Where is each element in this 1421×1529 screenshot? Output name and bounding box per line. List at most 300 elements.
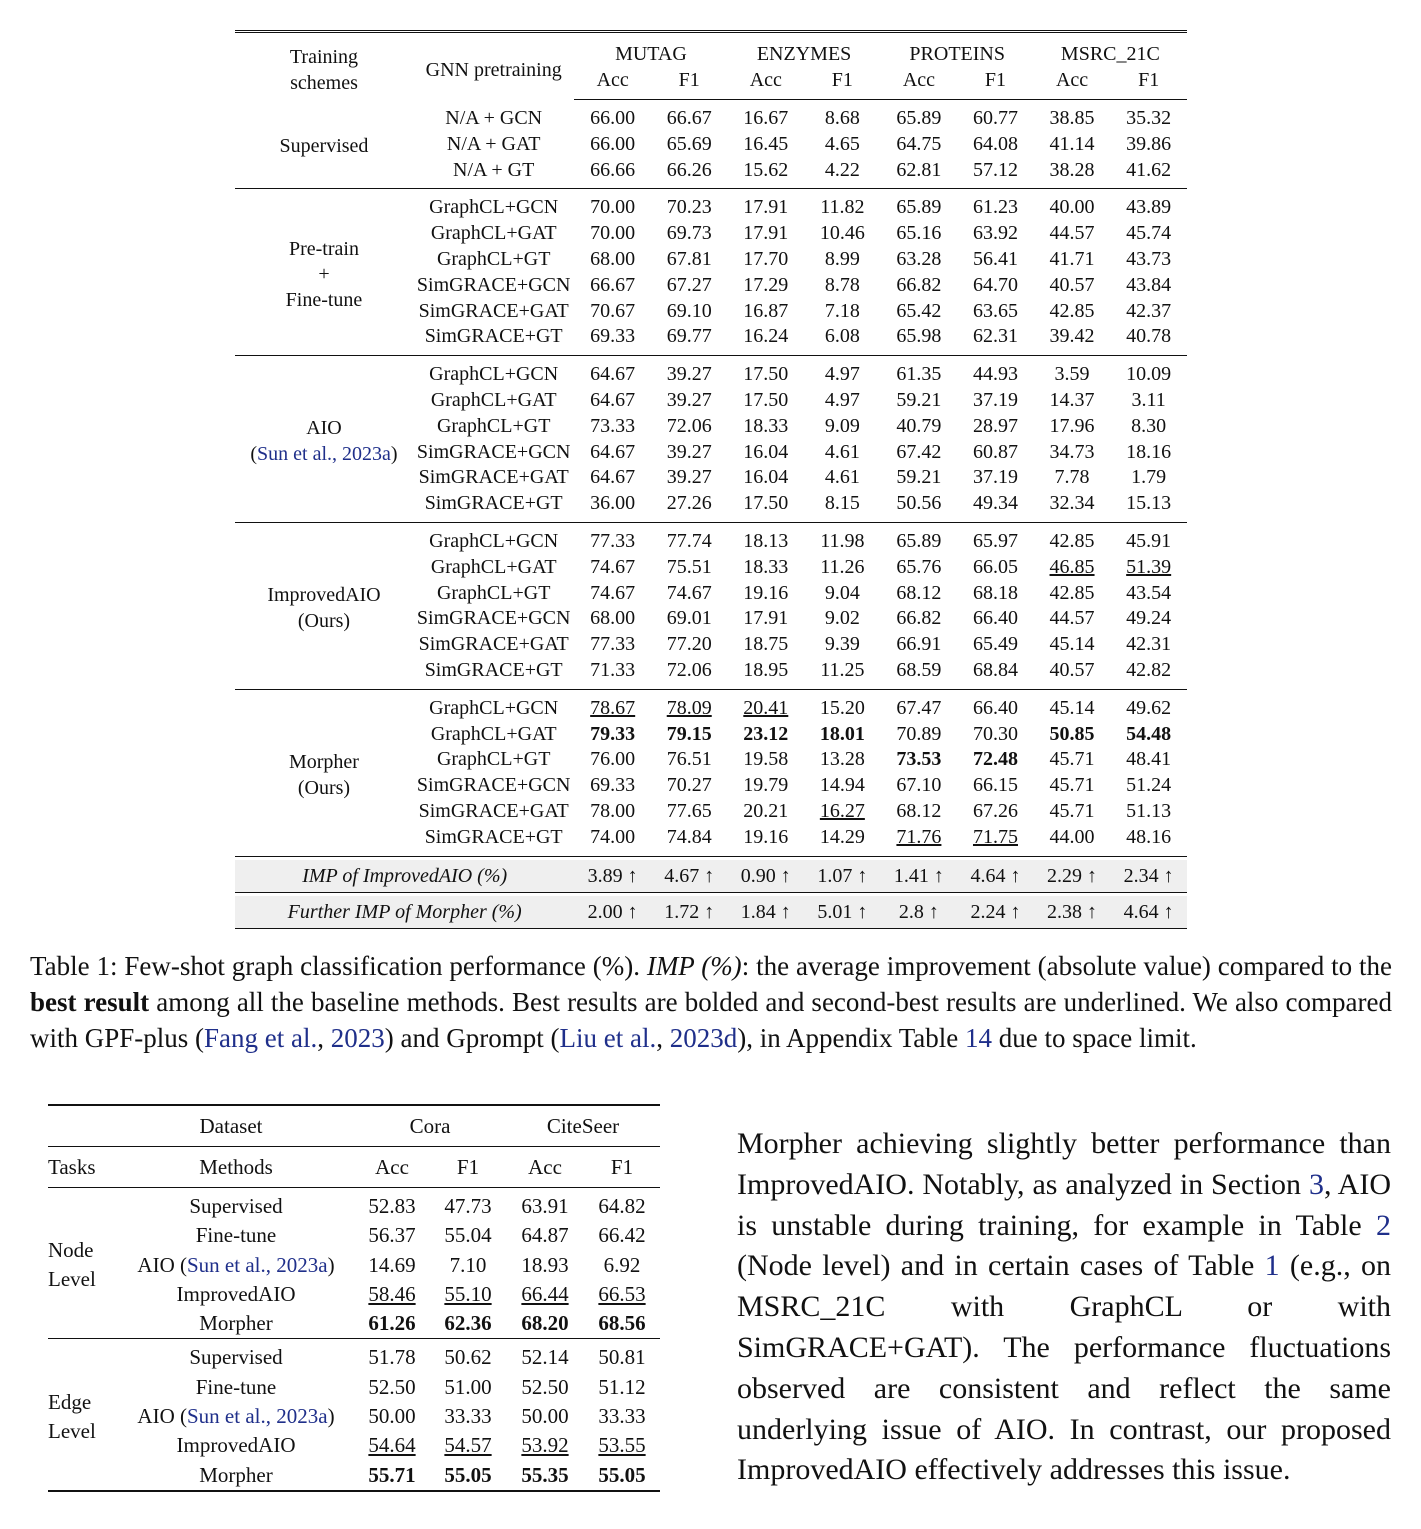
metric-cell xyxy=(1034,299,1111,325)
citation-link-sun[interactable]: Sun et al., 2023a xyxy=(257,443,391,466)
metric-cell xyxy=(651,440,728,466)
metric-cell xyxy=(728,491,805,522)
metric-cell xyxy=(957,100,1034,132)
paragraph-text: (e.g., on MSRC_21C with GraphCL or with SimGRACE+GAT). The performance fluctuations observed are consistent and reflect the same underlying issue of AIO. In contrast, our proposed ImprovedAIO effectively addresses this issue. xyxy=(737,1249,1391,1487)
header-training-schemes: Training schemes xyxy=(289,46,359,95)
metric-cell xyxy=(651,100,728,132)
metric-value: 43.54 xyxy=(1126,581,1172,604)
metric-cell xyxy=(881,825,958,856)
metric-cell xyxy=(804,299,881,325)
metric-value: 23.12 xyxy=(743,722,789,745)
metric-cell xyxy=(574,440,651,466)
caption-text: ), in Appendix Table xyxy=(737,1023,966,1053)
metric-value: 66.00 xyxy=(590,107,636,129)
method-name: GraphCL+GT xyxy=(436,414,551,437)
metric-cell xyxy=(584,1461,660,1491)
metric-cell xyxy=(354,1461,430,1491)
metric-cell xyxy=(1034,100,1111,132)
metric-cell xyxy=(957,189,1034,221)
metric-value: 20.21 xyxy=(743,799,789,822)
metric-value: 43.84 xyxy=(1126,273,1172,296)
metric-value: 51.00 xyxy=(444,1374,492,1399)
method-name: ImprovedAIO xyxy=(176,1433,296,1458)
metric-value: 55.71 xyxy=(368,1462,416,1487)
method-name: Supervised xyxy=(189,1345,283,1370)
metric-value: 50.00 xyxy=(521,1404,569,1429)
metric-value: 56.41 xyxy=(972,247,1018,270)
metric-value: 68.12 xyxy=(896,581,942,604)
caption-text: due to space limit. xyxy=(992,1023,1197,1053)
metric-cell xyxy=(728,247,805,273)
metric-value: 65.89 xyxy=(896,107,942,129)
scheme-line: Pre-train xyxy=(288,237,359,260)
caption-imp-term: IMP (%) xyxy=(646,951,742,981)
metric-value: 17.50 xyxy=(743,492,789,515)
metric-cell xyxy=(430,1280,506,1309)
metric-cell xyxy=(881,158,958,189)
table-row xyxy=(235,189,1187,221)
metric-value: 28.97 xyxy=(972,414,1018,437)
metric-value: 62.36 xyxy=(444,1311,492,1336)
method-name: Fine-tune xyxy=(195,1223,277,1248)
metric-cell xyxy=(651,747,728,773)
task-line: Level xyxy=(48,1267,96,1292)
metric-cell xyxy=(584,1373,660,1402)
metric-value: 37.19 xyxy=(972,388,1018,411)
metric-value: 17.96 xyxy=(1049,414,1095,437)
metric-value: 51.24 xyxy=(1126,774,1172,797)
metric-cell xyxy=(881,465,958,491)
metric-cell xyxy=(574,658,651,689)
table1-group xyxy=(235,689,1187,856)
metric-cell xyxy=(881,581,958,607)
metric-cell xyxy=(1034,773,1111,799)
header-metric: Acc xyxy=(881,67,958,100)
metric-value: 45.14 xyxy=(1049,696,1095,719)
metric-cell xyxy=(881,132,958,158)
results-table-node-edge xyxy=(48,1104,660,1492)
table-ref-link-1[interactable]: 1 xyxy=(1264,1249,1280,1283)
metric-cell xyxy=(574,465,651,491)
metric-value: 68.18 xyxy=(972,581,1018,604)
metric-cell xyxy=(574,299,651,325)
metric-cell xyxy=(1034,388,1111,414)
imp-value: 2.34 ↑ xyxy=(1110,860,1187,893)
metric-value: 66.40 xyxy=(972,607,1018,630)
method-name: SimGRACE+GCN xyxy=(416,440,571,463)
metric-cell xyxy=(728,132,805,158)
metric-value: 38.28 xyxy=(1049,158,1095,181)
metric-cell xyxy=(1110,491,1187,522)
header-metric: Acc xyxy=(574,67,651,100)
metric-value: 45.71 xyxy=(1049,748,1095,771)
table-row xyxy=(48,1402,660,1431)
task-line: Node xyxy=(48,1238,94,1263)
metric-cell xyxy=(506,1221,584,1250)
citation-link-sun[interactable]: Sun et al., 2023a xyxy=(187,1252,328,1277)
metric-value: 1.79 xyxy=(1131,466,1167,489)
metric-value: 56.37 xyxy=(368,1223,416,1248)
metric-value: 77.33 xyxy=(590,529,636,552)
metric-value: 17.29 xyxy=(743,273,789,296)
caption-best-result: best result xyxy=(30,987,150,1017)
metric-cell xyxy=(1110,606,1187,632)
metric-value: 52.14 xyxy=(521,1345,569,1370)
metric-cell xyxy=(957,606,1034,632)
metric-value: 76.51 xyxy=(666,748,712,771)
metric-cell xyxy=(804,100,881,132)
metric-value: 66.42 xyxy=(598,1223,646,1248)
scheme-line: (Ours) xyxy=(297,776,351,799)
method-name: ImprovedAIO xyxy=(176,1281,296,1306)
metric-cell xyxy=(584,1280,660,1309)
metric-value: 47.73 xyxy=(444,1194,492,1218)
metric-cell xyxy=(430,1402,506,1431)
metric-cell xyxy=(957,491,1034,522)
metric-cell xyxy=(574,773,651,799)
metric-cell xyxy=(354,1309,430,1339)
metric-value: 45.71 xyxy=(1049,774,1095,797)
metric-value: 50.56 xyxy=(896,492,942,515)
citation-link-liu[interactable]: Liu et al., 2023d xyxy=(559,1023,738,1053)
metric-cell xyxy=(651,658,728,689)
training-scheme-label xyxy=(235,689,413,856)
header-metric: F1 xyxy=(1110,67,1187,100)
metric-value: 66.40 xyxy=(972,696,1018,719)
metric-value: 64.67 xyxy=(590,363,636,386)
method-name: GraphCL+GAT xyxy=(430,555,557,578)
metric-cell xyxy=(728,388,805,414)
metric-cell xyxy=(574,799,651,825)
metric-cell xyxy=(728,465,805,491)
metric-value: 9.02 xyxy=(824,607,860,630)
metric-value: 55.05 xyxy=(444,1462,492,1487)
metric-value: 52.50 xyxy=(521,1374,569,1399)
table-ref-link-2[interactable]: 2 xyxy=(1376,1208,1391,1242)
metric-cell xyxy=(881,100,958,132)
metric-cell xyxy=(728,799,805,825)
metric-value: 42.85 xyxy=(1049,299,1095,322)
metric-value: 66.67 xyxy=(666,107,712,129)
metric-value: 17.50 xyxy=(743,363,789,386)
table-row xyxy=(235,356,1187,388)
metric-cell xyxy=(728,356,805,388)
metric-value: 72.06 xyxy=(666,414,712,437)
metric-value: 66.67 xyxy=(590,273,636,296)
metric-cell xyxy=(584,1251,660,1280)
metric-value: 45.74 xyxy=(1126,222,1172,245)
metric-cell xyxy=(506,1373,584,1402)
metric-value: 60.77 xyxy=(972,107,1018,129)
metric-cell xyxy=(728,158,805,189)
metric-cell xyxy=(651,465,728,491)
metric-value: 42.85 xyxy=(1049,529,1095,552)
imp-value: 2.00 ↑ xyxy=(574,896,651,929)
metric-cell xyxy=(804,799,881,825)
metric-cell xyxy=(1034,158,1111,189)
metric-value: 69.10 xyxy=(666,299,712,322)
metric-cell xyxy=(651,581,728,607)
table1-header xyxy=(235,32,1187,100)
metric-cell xyxy=(574,606,651,632)
metric-value: 40.00 xyxy=(1049,196,1095,219)
metric-value: 68.20 xyxy=(521,1311,569,1336)
metric-cell xyxy=(804,273,881,299)
metric-cell xyxy=(651,158,728,189)
metric-value: 6.92 xyxy=(603,1252,641,1277)
method-name: Morpher xyxy=(199,1462,273,1487)
metric-cell xyxy=(506,1251,584,1280)
metric-cell xyxy=(881,722,958,748)
task-label xyxy=(48,1188,118,1339)
metric-cell xyxy=(651,299,728,325)
metric-value: 63.28 xyxy=(896,247,942,270)
metric-value: 18.33 xyxy=(743,414,789,437)
metric-cell xyxy=(1110,522,1187,554)
imp-value: 4.67 ↑ xyxy=(651,860,728,893)
task-line: Level xyxy=(48,1418,96,1443)
metric-cell xyxy=(881,689,958,721)
imp-value: 3.89 ↑ xyxy=(574,860,651,893)
metric-value: 42.82 xyxy=(1126,658,1172,681)
metric-value: 74.67 xyxy=(590,581,636,604)
metric-cell xyxy=(728,581,805,607)
metric-value: 68.00 xyxy=(590,607,636,630)
table-row xyxy=(48,1339,660,1373)
metric-value: 69.33 xyxy=(590,774,636,797)
paragraph-text: (Node level) and in certain cases of Table xyxy=(737,1249,1265,1283)
metric-cell xyxy=(574,555,651,581)
metric-cell xyxy=(1110,221,1187,247)
metric-cell xyxy=(957,356,1034,388)
metric-cell xyxy=(430,1309,506,1339)
metric-value: 7.18 xyxy=(824,299,860,322)
metric-value: 4.97 xyxy=(824,363,860,386)
metric-value: 71.75 xyxy=(972,825,1018,848)
metric-value: 14.69 xyxy=(368,1252,416,1277)
metric-value: 17.91 xyxy=(743,222,789,245)
metric-value: 43.89 xyxy=(1126,196,1172,219)
metric-cell xyxy=(574,273,651,299)
metric-value: 70.30 xyxy=(972,722,1018,745)
metric-cell xyxy=(1110,722,1187,748)
header-methods: Methods xyxy=(118,1147,354,1188)
metric-cell xyxy=(1034,799,1111,825)
metric-value: 65.42 xyxy=(896,299,942,322)
metric-cell xyxy=(957,689,1034,721)
metric-cell xyxy=(574,247,651,273)
metric-cell xyxy=(1034,555,1111,581)
imp-row xyxy=(235,896,1187,929)
metric-cell xyxy=(506,1339,584,1373)
metric-cell xyxy=(957,324,1034,355)
table-row xyxy=(48,1251,660,1280)
metric-value: 72.06 xyxy=(666,658,712,681)
imp-value: 4.64 ↑ xyxy=(1110,896,1187,929)
metric-value: 40.78 xyxy=(1126,325,1172,348)
metric-cell xyxy=(584,1309,660,1339)
metric-cell xyxy=(881,299,958,325)
metric-value: 66.05 xyxy=(972,555,1018,578)
citation-link-sun[interactable]: Sun et al., 2023a xyxy=(187,1404,328,1429)
metric-value: 50.81 xyxy=(598,1345,646,1370)
metric-value: 64.67 xyxy=(590,388,636,411)
header-dataset-mutag: MUTAG xyxy=(615,43,687,65)
metric-value: 55.10 xyxy=(444,1281,492,1306)
metric-cell xyxy=(957,522,1034,554)
header-dataset-proteins: PROTEINS xyxy=(909,43,1005,65)
metric-cell xyxy=(574,414,651,440)
metric-cell xyxy=(574,100,651,132)
metric-value: 42.31 xyxy=(1126,633,1172,656)
metric-cell xyxy=(728,689,805,721)
metric-cell xyxy=(1110,132,1187,158)
metric-value: 63.91 xyxy=(521,1194,569,1218)
metric-value: 43.73 xyxy=(1126,247,1172,270)
metric-cell xyxy=(1110,388,1187,414)
imp-value: 2.29 ↑ xyxy=(1034,860,1111,893)
metric-value: 66.91 xyxy=(896,633,942,656)
method-name: GraphCL+GCN xyxy=(429,196,559,219)
metric-cell xyxy=(1034,324,1111,355)
method-name: GraphCL+GAT xyxy=(430,722,557,745)
scheme-line: AIO xyxy=(306,417,342,440)
method-name: GraphCL+GCN xyxy=(429,363,559,386)
imp-value: 1.41 ↑ xyxy=(881,860,958,893)
metric-cell xyxy=(804,658,881,689)
metric-value: 67.10 xyxy=(896,774,942,797)
method-name: N/A + GT xyxy=(453,158,535,181)
metric-value: 67.81 xyxy=(666,247,712,270)
metric-cell xyxy=(354,1188,430,1222)
metric-value: 33.33 xyxy=(444,1404,492,1429)
table-ref-link-14[interactable]: 14 xyxy=(965,1023,993,1053)
metric-cell xyxy=(957,132,1034,158)
metric-cell xyxy=(651,491,728,522)
metric-cell xyxy=(1034,581,1111,607)
metric-value: 65.89 xyxy=(896,196,942,219)
section-ref-link-3[interactable]: 3 xyxy=(1308,1167,1324,1201)
metric-cell xyxy=(584,1188,660,1222)
metric-cell xyxy=(1110,247,1187,273)
metric-cell xyxy=(728,189,805,221)
metric-cell xyxy=(1110,465,1187,491)
metric-value: 70.27 xyxy=(666,774,712,797)
header-metric: F1 xyxy=(430,1147,506,1188)
metric-cell xyxy=(1110,299,1187,325)
metric-value: 16.04 xyxy=(743,440,789,463)
metric-value: 8.78 xyxy=(824,273,860,296)
metric-cell xyxy=(506,1431,584,1460)
metric-cell xyxy=(506,1402,584,1431)
header-metric: Acc xyxy=(354,1147,430,1188)
metric-cell xyxy=(1034,722,1111,748)
metric-cell xyxy=(1110,689,1187,721)
metric-cell xyxy=(728,825,805,856)
method-name: SimGRACE+GT xyxy=(424,825,563,848)
header-dataset-enzymes: ENZYMES xyxy=(756,43,852,65)
table-row xyxy=(235,689,1187,721)
table1-group xyxy=(235,100,1187,189)
paragraph-text: , AIO is unstable during training, for example in Table xyxy=(737,1167,1391,1242)
scheme-line: Supervised xyxy=(279,135,369,158)
metric-value: 77.65 xyxy=(666,799,712,822)
metric-cell xyxy=(651,324,728,355)
metric-value: 17.50 xyxy=(743,388,789,411)
table-row xyxy=(48,1373,660,1402)
metric-value: 68.59 xyxy=(896,658,942,681)
metric-cell xyxy=(728,221,805,247)
metric-cell xyxy=(651,799,728,825)
imp-value: 4.64 ↑ xyxy=(957,860,1034,893)
metric-cell xyxy=(584,1431,660,1460)
metric-value: 40.57 xyxy=(1049,658,1095,681)
metric-value: 11.82 xyxy=(820,196,865,219)
metric-cell xyxy=(1110,773,1187,799)
metric-cell xyxy=(574,158,651,189)
metric-value: 8.30 xyxy=(1131,414,1167,437)
metric-value: 61.26 xyxy=(368,1311,416,1336)
metric-value: 64.82 xyxy=(598,1194,646,1218)
metric-value: 76.00 xyxy=(590,748,636,771)
metric-cell xyxy=(804,632,881,658)
metric-value: 60.87 xyxy=(972,440,1018,463)
metric-cell xyxy=(804,221,881,247)
metric-value: 44.93 xyxy=(972,363,1018,386)
metric-value: 64.70 xyxy=(972,273,1018,296)
imp-row xyxy=(235,860,1187,893)
metric-cell xyxy=(1110,799,1187,825)
metric-cell xyxy=(1110,324,1187,355)
metric-value: 58.46 xyxy=(368,1281,416,1306)
metric-cell xyxy=(957,221,1034,247)
metric-cell xyxy=(584,1339,660,1373)
metric-value: 18.75 xyxy=(743,633,789,656)
metric-value: 18.95 xyxy=(743,658,789,681)
header-dataset: Dataset xyxy=(48,1105,354,1147)
metric-value: 10.46 xyxy=(819,222,865,245)
metric-cell xyxy=(804,440,881,466)
method-name: SimGRACE+GAT xyxy=(418,633,569,656)
scheme-line: + xyxy=(318,263,330,286)
metric-value: 50.62 xyxy=(444,1345,492,1370)
metric-value: 70.00 xyxy=(590,196,636,219)
training-scheme-label xyxy=(235,356,413,523)
metric-value: 44.00 xyxy=(1049,825,1095,848)
metric-cell xyxy=(957,465,1034,491)
metric-cell xyxy=(1034,132,1111,158)
method-name: Supervised xyxy=(189,1194,283,1218)
citation-link-fang[interactable]: Fang et al., 2023 xyxy=(204,1023,385,1053)
metric-value: 27.26 xyxy=(666,492,712,515)
metric-cell xyxy=(651,689,728,721)
task-line: Edge xyxy=(48,1389,92,1414)
metric-value: 66.26 xyxy=(666,158,712,181)
caption-text: Table 1: Few-shot graph classification performance (%). xyxy=(30,951,647,981)
metric-value: 32.34 xyxy=(1049,492,1095,515)
metric-value: 18.01 xyxy=(819,722,865,745)
metric-value: 48.16 xyxy=(1126,825,1172,848)
metric-cell xyxy=(651,414,728,440)
metric-cell xyxy=(574,189,651,221)
metric-value: 36.00 xyxy=(590,492,636,515)
metric-cell xyxy=(957,825,1034,856)
metric-value: 69.73 xyxy=(666,222,712,245)
metric-cell xyxy=(804,189,881,221)
metric-cell xyxy=(651,247,728,273)
metric-value: 19.79 xyxy=(743,774,789,797)
metric-value: 73.53 xyxy=(896,748,942,771)
